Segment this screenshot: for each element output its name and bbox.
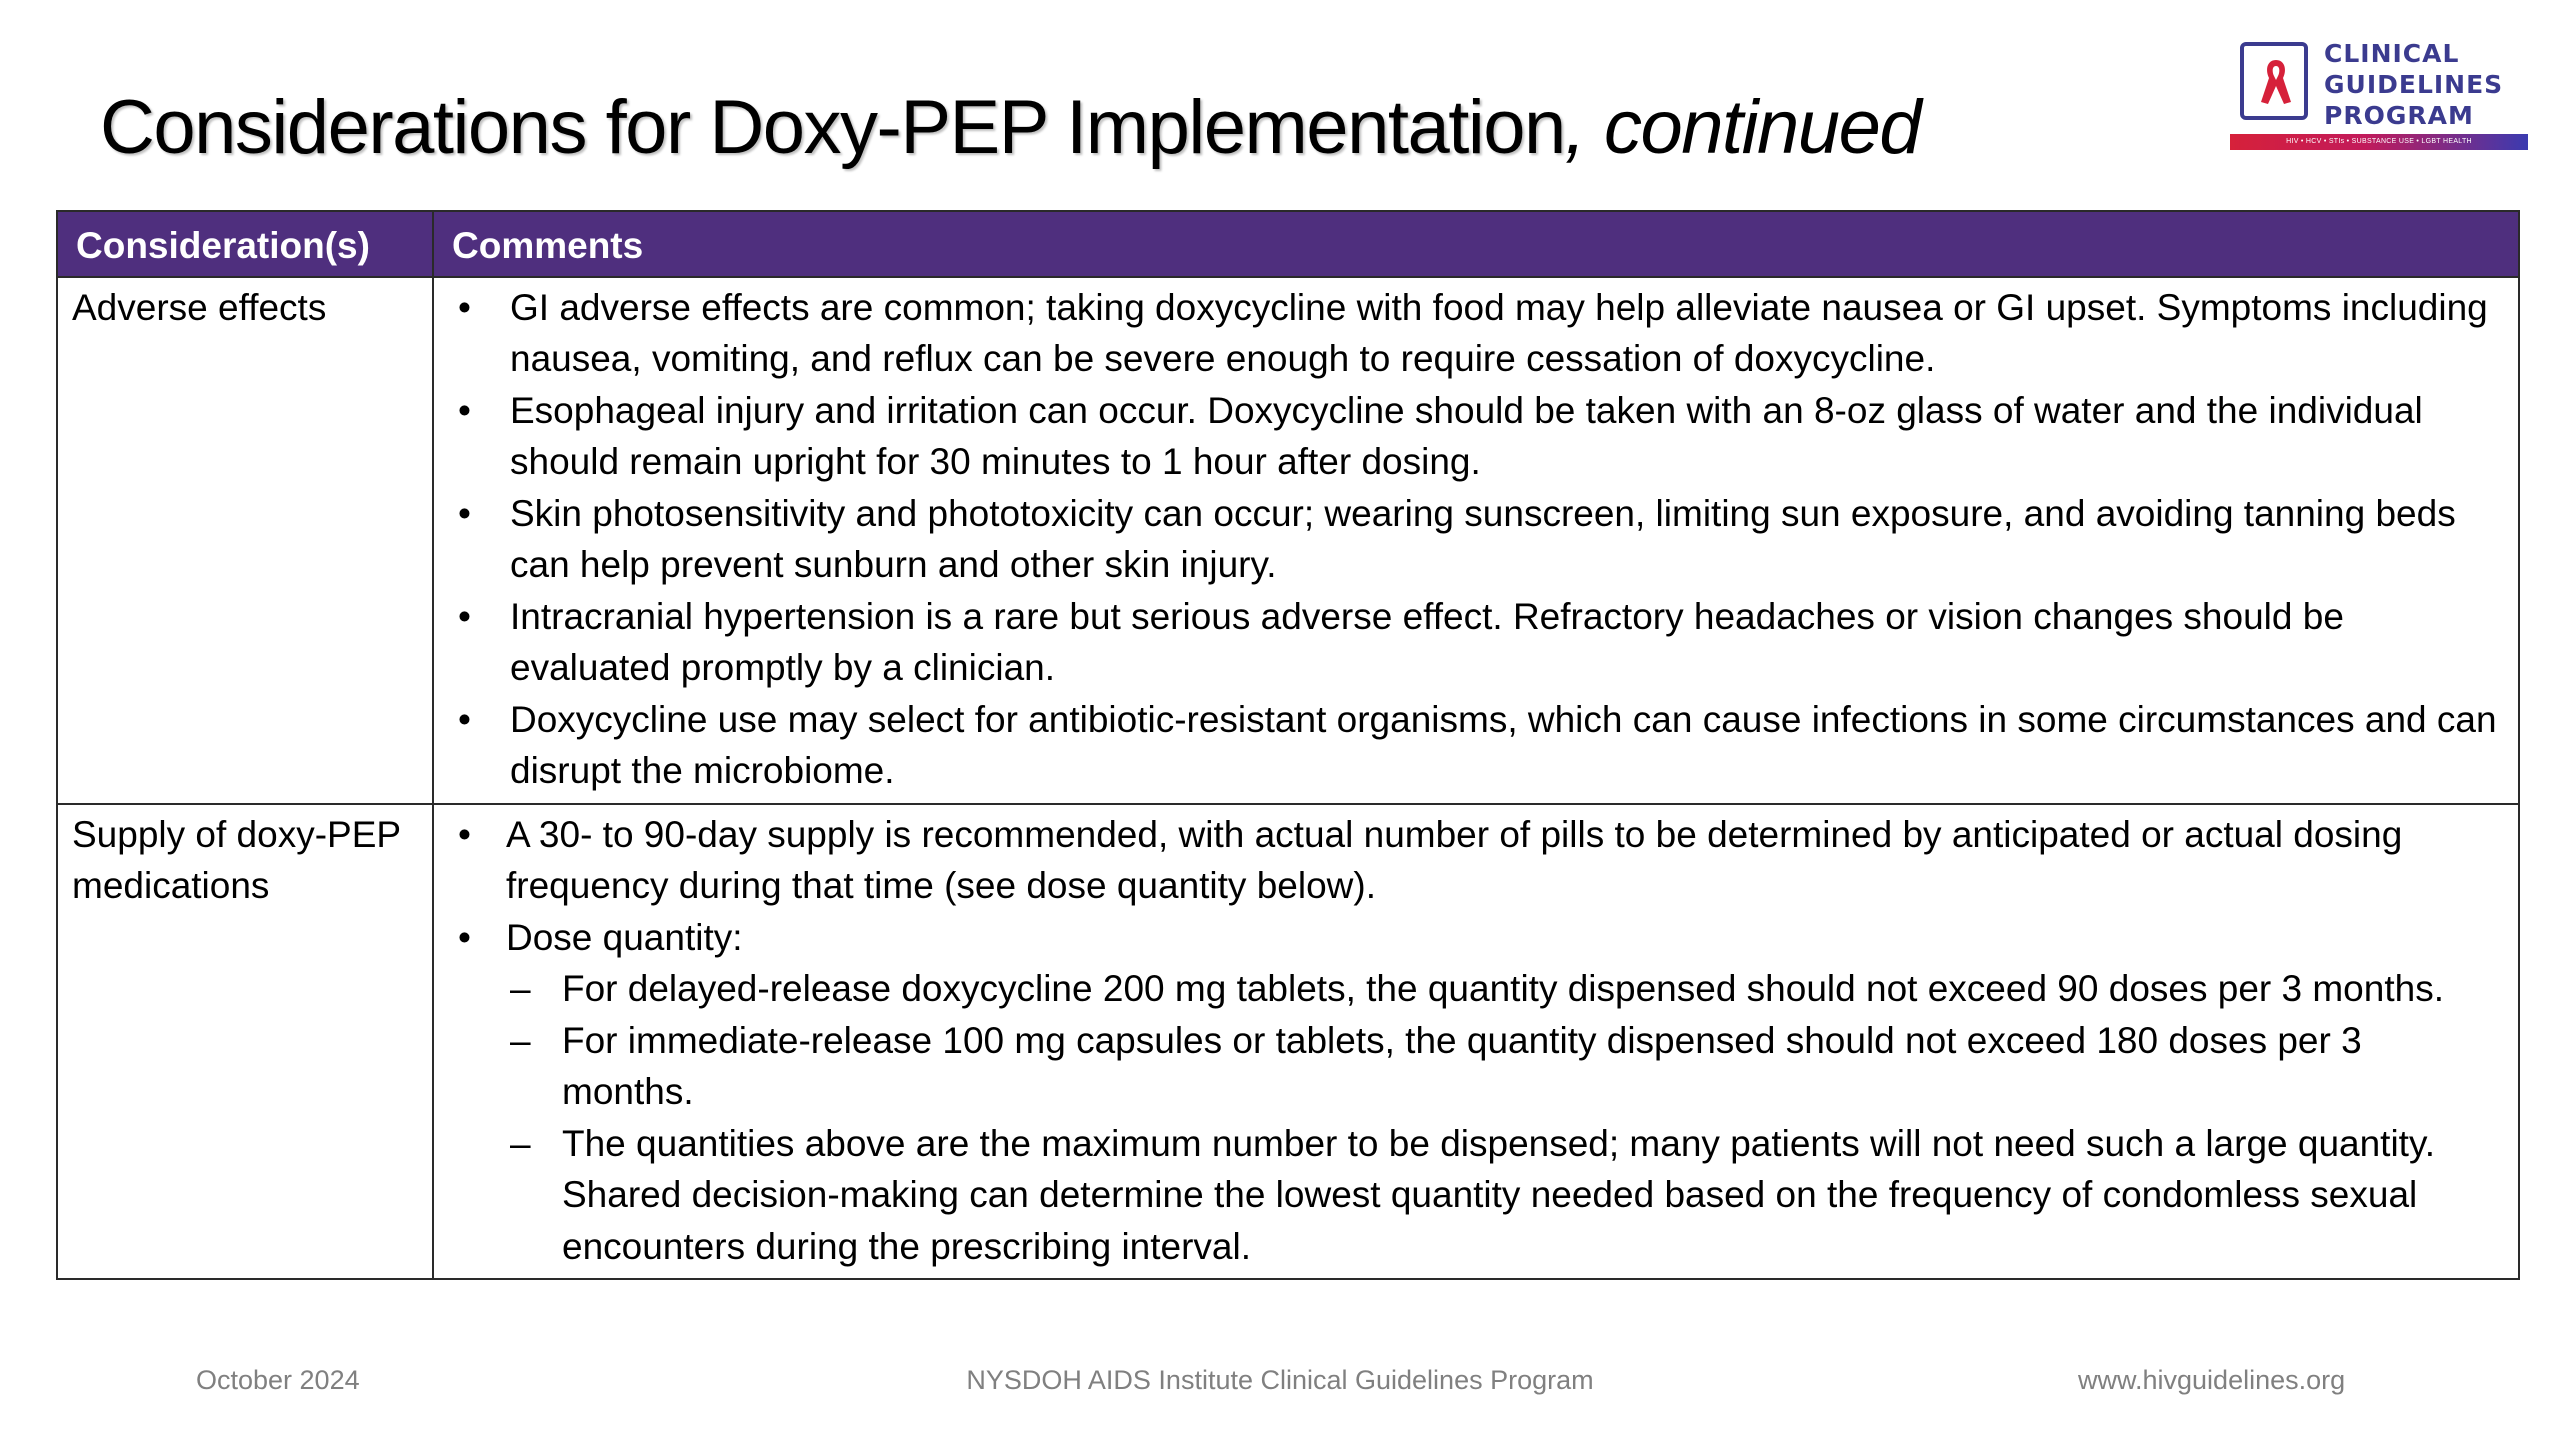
footer-program: NYSDOH AIDS Institute Clinical Guidelines Program xyxy=(966,1365,1594,1395)
list-item: • A 30- to 90-day supply is recommended, with actual number of pills to be determined by anticipated or actual dosing frequency during that time (see dose quantity below). xyxy=(452,809,2500,912)
list-item: • Doxycycline use may select for antibiotic-resistant organisms, which can cause infections in some circumstances and can disrupt the microbiome. xyxy=(452,694,2500,797)
list-item: • GI adverse effects are common; taking doxycycline with food may help alleviate nausea or GI upset. Symptoms including nausea, vomiting, and reflux can be severe enough to require cessation of doxycycline. xyxy=(452,282,2500,385)
slide-title xyxy=(100,78,1920,178)
red-ribbon-icon xyxy=(2257,56,2295,108)
comments-cell xyxy=(433,804,2519,1280)
list-item: – For delayed-release doxycycline 200 mg tablets, the quantity dispensed should not exceed 90 doses per 3 months. xyxy=(452,963,2500,1015)
table-row-supply xyxy=(57,804,2519,1280)
comment-bullet-list xyxy=(452,282,2500,797)
logo-line-3: PROGRAM xyxy=(2324,101,2474,130)
comment-sub-bullet-list xyxy=(452,963,2500,1272)
consideration-cell: Adverse effects xyxy=(57,277,433,804)
comments-cell xyxy=(433,277,2519,804)
slide-title-main: Considerations for Doxy-PEP Implementation xyxy=(100,85,1565,170)
list-item: – The quantities above are the maximum number to be dispensed; many patients will not need such a large quantity. Shared decision-making can determine the lowest quantity needed based on the frequency of condomless sexual encounters during the prescribing interval. xyxy=(452,1118,2500,1273)
logo-tagline-bar: HIV • HCV • STIs • SUBSTANCE USE • LGBT HEALTH xyxy=(2230,134,2528,150)
logo-line-1: CLINICAL xyxy=(2324,39,2460,68)
logo-wordmark xyxy=(2324,38,2503,131)
list-item: • Skin photosensitivity and phototoxicity can occur; wearing sunscreen, limiting sun exposure, and avoiding tanning beds can help prevent sunburn and other skin injury. xyxy=(452,488,2500,591)
footer-url[interactable]: www.hivguidelines.org xyxy=(2078,1365,2346,1395)
list-item: – For immediate-release 100 mg capsules or tablets, the quantity dispensed should not exceed 180 doses per 3 months. xyxy=(452,1015,2500,1118)
header-comments: Comments xyxy=(433,211,2519,277)
list-item: • Intracranial hypertension is a rare but serious adverse effect. Refractory headaches or vision changes should be evaluated promptly by a clinician. xyxy=(452,591,2500,694)
list-item: • Esophageal injury and irritation can occur. Doxycycline should be taken with an 8-oz glass of water and the individual should remain upright for 30 minutes to 1 hour after dosing. xyxy=(452,385,2500,488)
comment-bullet-list xyxy=(452,809,2500,964)
footer-date: October 2024 xyxy=(196,1365,360,1395)
logo-frame xyxy=(2240,42,2308,120)
slide-title-suffix: , continued xyxy=(1564,85,1921,170)
header-considerations: Consideration(s) xyxy=(57,211,433,277)
list-item: • Dose quantity: xyxy=(452,912,2500,964)
table-row-adverse-effects xyxy=(57,277,2519,804)
logo-line-2: GUIDELINES xyxy=(2324,70,2504,99)
table-header-row xyxy=(57,211,2519,277)
clinical-guidelines-program-logo xyxy=(2228,34,2528,162)
consideration-cell: Supply of doxy-PEP medications xyxy=(57,804,433,1280)
considerations-table xyxy=(56,210,2520,1280)
